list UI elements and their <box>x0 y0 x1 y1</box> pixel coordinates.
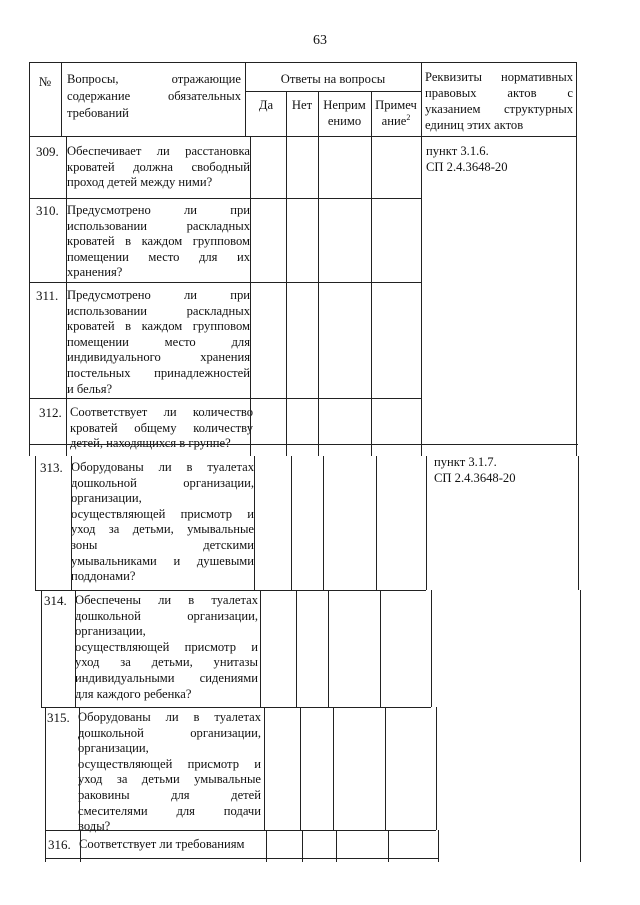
requisite-line: СП 2.4.3648-20 <box>434 470 516 485</box>
requisite-line: СП 2.4.3648-20 <box>426 159 508 174</box>
question-line: помещении место для их <box>67 249 250 264</box>
header-no: № <box>38 74 52 89</box>
question-line: кроватей должна свободный <box>67 159 250 174</box>
grid-line <box>29 136 576 137</box>
question-line: Предусмотрено ли при <box>67 288 250 302</box>
grid-line <box>328 590 329 707</box>
grid-line <box>426 456 427 590</box>
question-line: организации, <box>75 624 146 639</box>
header-note-text: ание <box>381 114 407 128</box>
header-requisites-line: Реквизиты нормативных <box>425 70 573 84</box>
grid-line <box>45 858 438 859</box>
grid-line <box>29 136 30 456</box>
grid-line <box>580 590 581 707</box>
grid-line <box>264 707 265 830</box>
question-line: Оборудованы ли в туалетах <box>71 460 254 474</box>
header-questions-line: требований <box>67 106 129 120</box>
footnote-marker: 2 <box>406 112 411 122</box>
grid-line <box>323 456 324 590</box>
question-line: детей, находящихся в группе? <box>70 436 231 451</box>
question-line: осуществляющей присмотр и <box>71 506 254 521</box>
header-requisites-line: правовых актов с <box>425 86 573 100</box>
grid-line <box>333 707 334 830</box>
row-number: 314. <box>44 593 67 608</box>
question-line: смесителями для подачи <box>78 803 261 818</box>
row-number: 310. <box>36 203 59 218</box>
grid-line <box>260 590 261 707</box>
header-no-answer: Нет <box>291 98 313 112</box>
grid-line <box>29 198 421 199</box>
page-number: 63 <box>313 33 327 48</box>
grid-line <box>421 62 422 136</box>
question-line: осуществляющей присмотр и <box>78 756 261 771</box>
grid-line <box>318 136 319 456</box>
question-line: уход за детьми, унитазы <box>75 655 258 670</box>
grid-line <box>302 830 303 862</box>
grid-line <box>35 456 36 590</box>
requisite-line: пункт 3.1.6. <box>426 144 489 158</box>
grid-line <box>385 707 386 830</box>
question-line: постельных принадлежностей <box>67 366 250 380</box>
question-line: организации, <box>71 491 142 506</box>
question-line: организации, <box>78 741 149 756</box>
grid-line <box>421 136 422 456</box>
question-line: использовании раскладных <box>67 303 250 318</box>
grid-line <box>266 830 267 862</box>
question-line: кроватей в каждом групповом <box>67 234 250 249</box>
header-note-line: Примеч <box>375 98 417 112</box>
grid-line <box>41 707 431 708</box>
header-requisites-line: единиц этих актов <box>425 118 524 132</box>
question-line: кроватей общему количеству <box>70 420 253 435</box>
grid-line <box>245 91 421 92</box>
question-line: воды? <box>78 819 111 834</box>
grid-line <box>254 456 255 590</box>
grid-line <box>45 707 46 830</box>
question-line: и белья? <box>67 381 113 396</box>
grid-line <box>580 707 581 830</box>
grid-line <box>431 590 432 707</box>
grid-line <box>336 830 337 862</box>
row-number: 313. <box>40 460 63 475</box>
grid-line <box>380 590 381 707</box>
header-answers-title: Ответы на вопросы <box>280 72 386 86</box>
header-yes: Да <box>258 98 274 112</box>
question-line: Предусмотрено ли при <box>67 203 250 217</box>
grid-line <box>29 62 30 136</box>
grid-line <box>296 590 297 707</box>
grid-line <box>300 707 301 830</box>
question-line: для каждого ребенка? <box>75 686 192 701</box>
question-line: уход за детьми, умывальные <box>71 522 254 537</box>
header-not-applicable-line: Неприм <box>323 98 366 112</box>
header-questions-line: Вопросы, отражающие <box>67 72 241 86</box>
question-line: Обеспечивает ли расстановка <box>67 144 250 158</box>
grid-line <box>388 830 389 862</box>
grid-line <box>29 398 421 399</box>
grid-line <box>35 590 426 591</box>
question-line: хранения? <box>67 265 123 280</box>
question-line: дошкольной организации, <box>75 608 258 623</box>
row-number: 312. <box>39 405 62 420</box>
grid-line <box>371 136 372 456</box>
header-questions-line: содержание обязательных <box>67 89 241 103</box>
header-requisites-line: указанием структурных <box>425 102 573 116</box>
question-line: Оборудованы ли в туалетах <box>78 710 261 724</box>
grid-line <box>576 136 577 456</box>
question-line: дошкольной организации, <box>71 475 254 490</box>
question-line: поддонами? <box>71 569 136 584</box>
question-line: Обеспечены ли в туалетах <box>75 593 258 607</box>
question-line: индивидуальными сидениями <box>75 671 258 685</box>
grid-line <box>41 590 42 707</box>
grid-line <box>438 830 439 862</box>
grid-line <box>45 830 46 862</box>
row-number: 315. <box>47 710 70 725</box>
question-line: индивидуального хранения <box>67 350 250 365</box>
question-line: уход за детьми умывальные <box>78 772 261 787</box>
header-not-applicable-line: енимо <box>327 114 362 128</box>
question-line: Соответствует ли количество <box>70 405 253 419</box>
grid-line <box>576 62 577 136</box>
row-number: 311. <box>36 288 59 303</box>
requisite-line: пункт 3.1.7. <box>434 455 497 469</box>
question-line: раковины для детей <box>78 788 261 802</box>
grid-line <box>286 136 287 456</box>
grid-line <box>580 830 581 862</box>
header-note-line <box>371 114 421 130</box>
question-line: умывальниками и душевыми <box>71 553 254 568</box>
grid-line <box>578 456 579 590</box>
row-number: 309. <box>36 144 59 159</box>
grid-line <box>376 456 377 590</box>
grid-line <box>29 282 421 283</box>
question-line: Соответствует ли требованиям <box>79 837 245 851</box>
grid-line <box>29 62 576 63</box>
question-line: кроватей в каждом групповом <box>67 319 250 334</box>
grid-line <box>436 707 437 830</box>
question-line: проход детей между ними? <box>67 175 213 190</box>
question-line: дошкольной организации, <box>78 725 261 740</box>
grid-line <box>291 456 292 590</box>
question-line: помещении место для <box>67 334 250 349</box>
grid-line <box>61 62 62 136</box>
question-line: использовании раскладных <box>67 218 250 233</box>
row-number: 316. <box>48 837 71 852</box>
question-line: зоны детскими <box>71 538 254 552</box>
question-line: осуществляющей присмотр и <box>75 639 258 654</box>
